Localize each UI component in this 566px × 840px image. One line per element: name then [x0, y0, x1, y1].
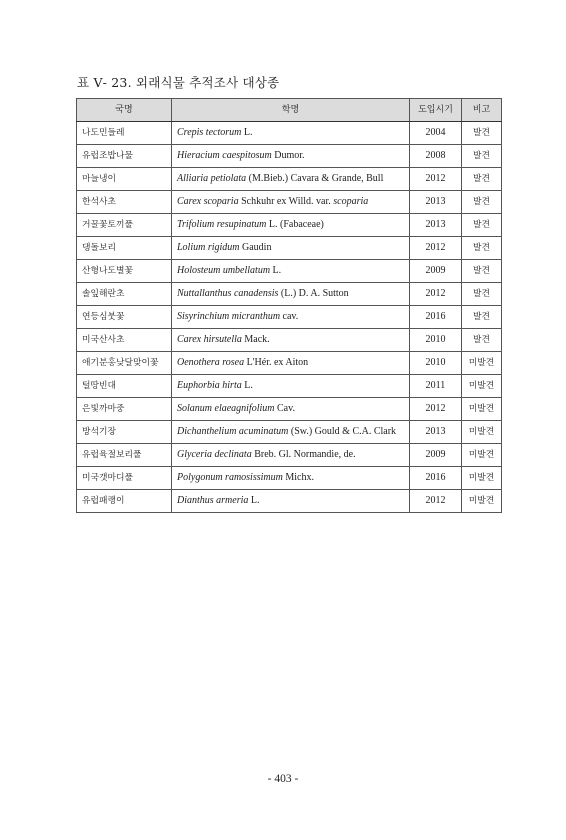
scientific-name-authority: (L.) D. A. Sutton — [278, 288, 349, 299]
scientific-name-cell — [172, 214, 410, 237]
korean-name-cell: 미국산사초 — [77, 329, 172, 352]
scientific-name-italic: Holosteum umbellatum — [177, 265, 271, 276]
header-note: 비고 — [462, 99, 502, 122]
scientific-name-italic: Lolium rigidum — [177, 242, 240, 253]
introduction-year-cell: 2012 — [410, 237, 462, 260]
table-row — [77, 283, 502, 306]
table-row — [77, 306, 502, 329]
page-number: - 403 - — [267, 773, 299, 785]
scientific-name-italic: Trifolium resupinatum — [177, 219, 267, 230]
introduction-year-cell: 2010 — [410, 352, 462, 375]
table-row — [77, 329, 502, 352]
scientific-name-authority: (Sw.) Gould & C.A. Clark — [288, 426, 397, 437]
scientific-name-italic: Crepis tectorum — [177, 127, 242, 138]
scientific-name-authority: L'Hér. ex Aiton — [244, 357, 309, 368]
scientific-name-authority: Cav. — [274, 403, 295, 414]
header-korean-name: 국명 — [77, 99, 172, 122]
korean-name-cell: 댕돌보리 — [77, 237, 172, 260]
scientific-name-authority: L. — [241, 127, 253, 138]
status-cell: 발견 — [462, 306, 502, 329]
scientific-name-italic: Sisyrinchium micranthum — [177, 311, 281, 322]
korean-name-cell: 거꿀꽃토끼풀 — [77, 214, 172, 237]
status-cell: 발견 — [462, 168, 502, 191]
korean-name-cell: 유럽육절보리풀 — [77, 444, 172, 467]
korean-name-cell: 은빛까마중 — [77, 398, 172, 421]
table-row — [77, 168, 502, 191]
introduction-year-cell: 2010 — [410, 329, 462, 352]
table-row — [77, 214, 502, 237]
table-row — [77, 421, 502, 444]
korean-name-cell: 애기분홍낮달맞이꽃 — [77, 352, 172, 375]
header-introduction-year: 도입시기 — [410, 99, 462, 122]
scientific-name-cell — [172, 375, 410, 398]
table-row — [77, 444, 502, 467]
scientific-name-authority: Schkuhr ex Willd. var. — [238, 196, 334, 207]
korean-name-cell: 유럽조밥나물 — [77, 145, 172, 168]
introduction-year-cell: 2013 — [410, 214, 462, 237]
scientific-name-italic: Solanum elaeagnifolium — [177, 403, 275, 414]
scientific-name-cell — [172, 352, 410, 375]
introduction-year-cell: 2012 — [410, 398, 462, 421]
status-cell: 미발견 — [462, 398, 502, 421]
scientific-name-authority: cav. — [280, 311, 299, 322]
status-cell: 발견 — [462, 145, 502, 168]
scientific-name-authority: Dumor. — [271, 150, 305, 161]
korean-name-cell: 유럽패랭이 — [77, 490, 172, 513]
scientific-name-cell — [172, 122, 410, 145]
introduction-year-cell: 2013 — [410, 421, 462, 444]
status-cell: 발견 — [462, 237, 502, 260]
scientific-name-italic: Carex scoparia — [177, 196, 239, 207]
scientific-name-italic: Euphorbia hirta — [177, 380, 242, 391]
scientific-name-cell — [172, 191, 410, 214]
status-cell: 미발견 — [462, 467, 502, 490]
scientific-name-authority: Gaudin — [239, 242, 272, 253]
status-cell: 발견 — [462, 260, 502, 283]
scientific-name-authority: L. — [248, 495, 260, 506]
table-row — [77, 191, 502, 214]
status-cell: 미발견 — [462, 352, 502, 375]
scientific-name-cell — [172, 237, 410, 260]
introduction-year-cell: 2009 — [410, 444, 462, 467]
scientific-name-cell — [172, 283, 410, 306]
table-row — [77, 375, 502, 398]
scientific-name-italic: Dianthus armeria — [177, 495, 249, 506]
scientific-name-italic: Carex hirsutella — [177, 334, 242, 345]
korean-name-cell: 털땅빈대 — [77, 375, 172, 398]
scientific-name-authority: L. — [241, 380, 253, 391]
introduction-year-cell: 2013 — [410, 191, 462, 214]
scientific-name-authority: Mack. — [241, 334, 270, 345]
korean-name-cell: 연등심붓꽃 — [77, 306, 172, 329]
species-table-container — [76, 98, 501, 513]
status-cell: 미발견 — [462, 375, 502, 398]
scientific-name-italic: Alliaria petiolata — [177, 173, 247, 184]
table-row — [77, 352, 502, 375]
status-cell: 미발견 — [462, 421, 502, 444]
scientific-name-cell — [172, 260, 410, 283]
scientific-name-authority: L. (Fabaceae) — [266, 219, 324, 230]
scientific-name-cell — [172, 398, 410, 421]
status-cell: 미발견 — [462, 490, 502, 513]
introduction-year-cell: 2012 — [410, 283, 462, 306]
status-cell: 발견 — [462, 191, 502, 214]
korean-name-cell: 미국갯마디풀 — [77, 467, 172, 490]
scientific-name-cell — [172, 467, 410, 490]
header-scientific-name: 학명 — [172, 99, 410, 122]
status-cell: 발견 — [462, 214, 502, 237]
table-row — [77, 260, 502, 283]
table-body — [77, 122, 502, 513]
introduction-year-cell: 2004 — [410, 122, 462, 145]
scientific-name-authority: L. — [270, 265, 282, 276]
introduction-year-cell: 2016 — [410, 467, 462, 490]
scientific-name-authority: (M.Bieb.) Cavara & Grande, Bull — [246, 173, 384, 184]
status-cell: 발견 — [462, 122, 502, 145]
scientific-name-cell — [172, 145, 410, 168]
introduction-year-cell: 2016 — [410, 306, 462, 329]
table-row — [77, 237, 502, 260]
status-cell: 발견 — [462, 329, 502, 352]
korean-name-cell: 나도민들레 — [77, 122, 172, 145]
table-row — [77, 398, 502, 421]
species-table — [76, 98, 502, 513]
korean-name-cell: 방석기장 — [77, 421, 172, 444]
korean-name-cell: 마늘냉이 — [77, 168, 172, 191]
scientific-name-authority: Breb. Gl. Normandie, de. — [251, 449, 356, 460]
scientific-name-italic: Nuttallanthus canadensis — [177, 288, 279, 299]
table-row — [77, 145, 502, 168]
scientific-name-cell — [172, 306, 410, 329]
table-header-row — [77, 99, 502, 122]
table-row — [77, 122, 502, 145]
table-row — [77, 467, 502, 490]
scientific-name-italic: Polygonum ramosissimum — [177, 472, 283, 483]
table-title: 표 Ⅴ- 23. 외래식물 추적조사 대상종 — [77, 75, 280, 90]
korean-name-cell: 산형나도별꽃 — [77, 260, 172, 283]
scientific-name-cell — [172, 168, 410, 191]
korean-name-cell: 한석사초 — [77, 191, 172, 214]
scientific-name-italic: Dichanthelium acuminatum — [177, 426, 289, 437]
table-row — [77, 490, 502, 513]
scientific-name-authority: Michx. — [282, 472, 314, 483]
scientific-name-cell — [172, 490, 410, 513]
scientific-name-variety: scoparia — [333, 196, 369, 207]
scientific-name-italic: Glyceria declinata — [177, 449, 252, 460]
status-cell: 발견 — [462, 283, 502, 306]
introduction-year-cell: 2012 — [410, 490, 462, 513]
scientific-name-italic: Oenothera rosea — [177, 357, 245, 368]
scientific-name-cell — [172, 444, 410, 467]
scientific-name-cell — [172, 329, 410, 352]
korean-name-cell: 솔잎해란초 — [77, 283, 172, 306]
scientific-name-cell — [172, 421, 410, 444]
scientific-name-italic: Hieracium caespitosum — [177, 150, 272, 161]
introduction-year-cell: 2011 — [410, 375, 462, 398]
introduction-year-cell: 2009 — [410, 260, 462, 283]
introduction-year-cell: 2012 — [410, 168, 462, 191]
introduction-year-cell: 2008 — [410, 145, 462, 168]
status-cell: 미발견 — [462, 444, 502, 467]
